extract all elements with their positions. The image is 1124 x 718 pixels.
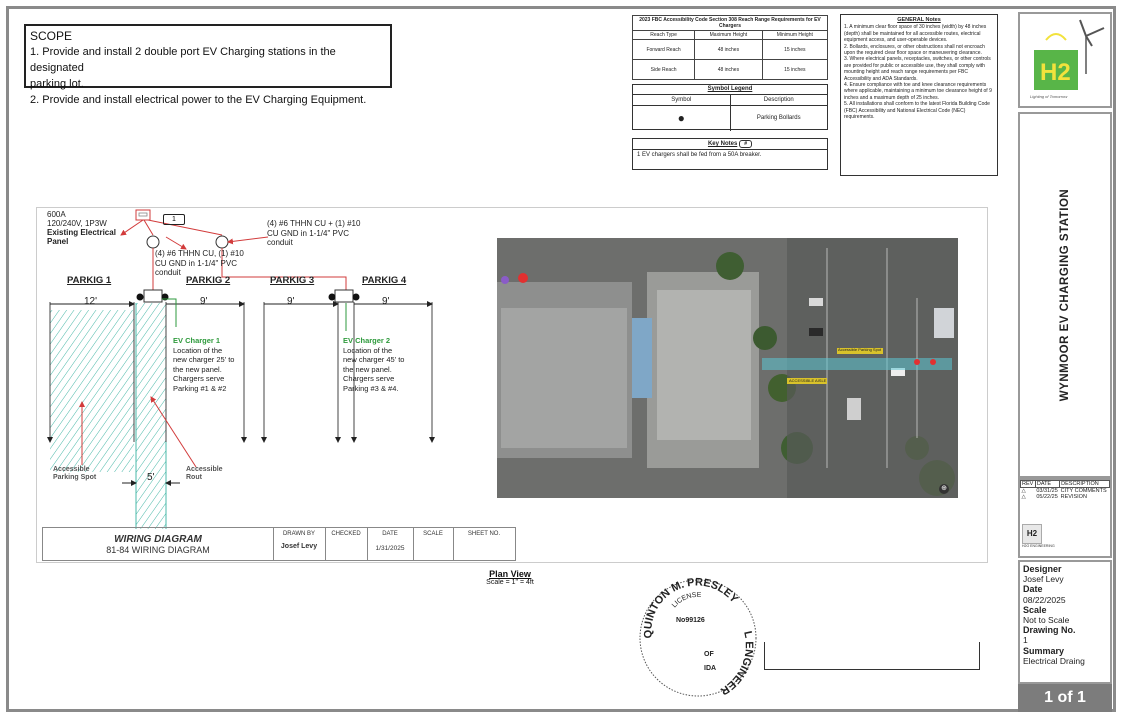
ev1-line-5: Parking #1 & #2 bbox=[173, 383, 227, 393]
reach-table-caption: 2023 FBC Accessibility Code Section 308 Reach Range Requirements for EV Chargers bbox=[633, 16, 828, 31]
ev2-line-5: Parking #3 & #4. bbox=[343, 383, 399, 393]
wd-scale-label: SCALE bbox=[423, 531, 443, 537]
h2o-logo-icon bbox=[1020, 14, 1110, 106]
conduit-2-line-b: CU GND in 1-1/4" PVC bbox=[267, 228, 349, 238]
symbol-legend bbox=[632, 84, 828, 130]
company-name: H2O ENGINEERING bbox=[1022, 544, 1055, 548]
legend-bollard-description: Parking Bollards bbox=[756, 115, 801, 121]
panel-word: Panel bbox=[47, 237, 69, 246]
ev-charger-2-icon bbox=[335, 290, 353, 302]
junction-box-1-icon bbox=[147, 236, 159, 248]
ev-charger-2-title: EV Charger 2 bbox=[343, 336, 391, 345]
reach-row-2-type: Side Reach bbox=[633, 60, 695, 80]
date-value: 08/22/2025 bbox=[1023, 594, 1066, 605]
wd-date: 1/31/2025 bbox=[375, 545, 405, 552]
seal-of: OF bbox=[704, 651, 714, 658]
reach-header-type: Reach Type bbox=[633, 31, 695, 40]
scale-label: Scale bbox=[1023, 604, 1047, 615]
reach-range-table bbox=[632, 15, 828, 80]
ev1-line-3: the new panel. bbox=[173, 364, 222, 374]
scope-title: SCOPE bbox=[30, 29, 73, 43]
wd-drawn-by-label: DRAWN BY bbox=[282, 531, 316, 537]
plan-view-label bbox=[470, 569, 550, 586]
ev2-line-4: Chargers serve bbox=[343, 374, 395, 383]
map-accessible-spot-label: Accessible Parking Spot bbox=[838, 347, 882, 352]
wd-sheet-label: SHEET NO. bbox=[467, 531, 501, 537]
ev-charger-2-note bbox=[343, 336, 404, 393]
sheet-number: 1 of 1 bbox=[1018, 684, 1112, 712]
project-title: WYNMOOR EV CHARGING STATION bbox=[1059, 188, 1071, 402]
reach-row-1-min: 15 inches bbox=[762, 40, 827, 60]
bollard-4-icon bbox=[353, 294, 360, 301]
seal-name: QUINTON M. PRESLEY bbox=[642, 576, 741, 639]
reach-row-1-type: Forward Reach bbox=[633, 40, 695, 60]
svg-text:QUINTON M. PRESLEY bbox=[642, 576, 740, 638]
drawing-no-value: 1 bbox=[1023, 635, 1028, 646]
rev-header-rev: REV bbox=[1021, 481, 1036, 488]
bollard-1-icon bbox=[137, 294, 144, 301]
parking-2-label: PARKIG 2 bbox=[186, 275, 231, 286]
revision-block bbox=[1018, 478, 1112, 558]
rev-1-icon: △ bbox=[1021, 488, 1026, 494]
reach-header-max: Maximum Height bbox=[695, 31, 763, 40]
wiring-diagram bbox=[36, 207, 496, 529]
rev-header-description: DESCRIPTION bbox=[1060, 481, 1110, 488]
conduit-note-2 bbox=[267, 219, 360, 248]
general-note-1: 1. A minimum clear floor space of 30 inches (width) by 48 inches (depth) shall be maintained for all accessible routes, electrical equipment access, and user-operable devices. bbox=[844, 24, 987, 44]
ev1-line-4: Chargers serve bbox=[173, 374, 225, 383]
designer-value: Josef Levy bbox=[1023, 574, 1064, 585]
wiring-diagram-title-block bbox=[42, 527, 516, 561]
logo-caption: Lighting of Tomorrow bbox=[1030, 94, 1068, 99]
rev-1-desc: CITY COMMENTS bbox=[1060, 488, 1107, 494]
ev1-line-1: Location of the bbox=[173, 345, 223, 355]
panel-voltage: 120/240V, 1P3W bbox=[47, 219, 107, 228]
engineer-seal-stamp bbox=[630, 574, 760, 700]
svg-text:L ENGINEER bbox=[718, 630, 755, 697]
wd-sheet-cell bbox=[453, 528, 515, 560]
wd-subtitle: 81-84 WIRING DIAGRAM bbox=[106, 545, 210, 555]
seal-license: LICENSE bbox=[670, 591, 702, 610]
electrical-panel-icon bbox=[136, 210, 150, 220]
key-notes-title: Key Notes bbox=[707, 141, 738, 147]
summary-label: Summary bbox=[1023, 645, 1065, 656]
parking-4-label: PARKIG 4 bbox=[362, 275, 407, 286]
key-note-badge: # bbox=[739, 140, 752, 148]
conduit-1-line-b: CU GND in 1-1/4" PVC bbox=[155, 258, 237, 268]
aisle-dim: 5' bbox=[147, 472, 155, 483]
panel-existing: Existing Electrical bbox=[47, 228, 116, 237]
svg-text:LICENSE bbox=[671, 592, 702, 609]
panel-rating: 600A bbox=[47, 210, 66, 219]
panel-label bbox=[47, 210, 116, 246]
conduit-2-line-c: conduit bbox=[267, 238, 293, 247]
scope-line-1: 1. Provide and install 2 double port EV Charging stations in the designated bbox=[30, 46, 336, 74]
accessible-spot-line-1: Accessible bbox=[53, 466, 90, 473]
general-notes-title: GENERAL Notes bbox=[897, 17, 941, 23]
plan-view-scale: Scale = 1" = 4ft bbox=[486, 579, 534, 586]
general-note-2: 2. Bollards, enclosures, or other obstructions shall not encroach upon the required clear floor space or maneuvering clearance. bbox=[844, 43, 985, 57]
parking-3-label: PARKIG 3 bbox=[270, 275, 315, 286]
accessible-spot-label bbox=[53, 466, 96, 482]
general-note-5: 5. All installations shall conform to the latest Florida Building Code (FBC) Accessibility and National Electrical Code (NEC) requirements. bbox=[844, 101, 990, 121]
rev-2-icon: △ bbox=[1021, 494, 1026, 500]
company-logo-box bbox=[1018, 12, 1112, 108]
reach-row-1-max: 48 inches bbox=[695, 40, 763, 60]
date-label: Date bbox=[1023, 584, 1043, 595]
symbol-legend-title: Symbol Legend bbox=[633, 85, 827, 95]
conduit-2-line-a: (4) #6 THHN CU + (1) #10 bbox=[267, 219, 361, 228]
bollard-3-icon bbox=[329, 294, 336, 301]
ev2-line-3: the new panel. bbox=[343, 364, 392, 374]
ev1-line-2: new charger 25' to bbox=[173, 355, 235, 364]
wd-checked-label: CHECKED bbox=[331, 531, 361, 537]
scope-line-1b: parking lot. bbox=[30, 78, 84, 90]
reach-row-2-min: 15 inches bbox=[762, 60, 827, 80]
accessible-rout-line-1: Accessible bbox=[186, 466, 223, 473]
drawing-info-block bbox=[1018, 560, 1112, 684]
rev-2-desc: REVISION bbox=[1060, 494, 1087, 500]
accessible-parking-hatch bbox=[50, 310, 134, 472]
accessible-rout-line-2: Rout bbox=[186, 474, 202, 481]
scope-box bbox=[24, 24, 392, 106]
accessible-aisle-hatch bbox=[136, 303, 166, 529]
general-note-3: 3. Where electrical panels, receptacles, switches, or other controls are provided for public or accessible use, they shall comply with mounting height and reach range requirements per FBC Accessibility and ADA Standards. bbox=[844, 56, 991, 82]
dim-parking-1: 12' bbox=[84, 296, 98, 307]
key-notes bbox=[632, 138, 828, 170]
map-accessible-aisle-label: ACCESSIBLE AISLE bbox=[789, 378, 827, 383]
ev2-line-2: new charger 45' to bbox=[343, 355, 405, 364]
general-notes bbox=[840, 14, 998, 176]
junction-box-2-icon bbox=[216, 236, 228, 248]
conduit-1-line-a: (4) #6 THHN CU, (1) #10 bbox=[155, 249, 244, 258]
legend-col-description: Description bbox=[763, 97, 794, 103]
scope-line-2: 2. Provide and install electrical power to the EV Charging Equipment. bbox=[30, 94, 367, 106]
ev-charger-1-title: EV Charger 1 bbox=[173, 336, 221, 345]
bollard-symbol-icon: ● bbox=[633, 106, 731, 131]
seal-engineer: L ENGINEER bbox=[718, 630, 755, 698]
svg-text:H2: H2 bbox=[1040, 59, 1071, 86]
parking-1-label: PARKIG 1 bbox=[67, 275, 112, 286]
reach-row-2-max: 48 inches bbox=[695, 60, 763, 80]
wd-drawn-by-cell bbox=[273, 528, 326, 560]
accessible-rout-label bbox=[186, 466, 223, 482]
wd-title: WIRING DIAGRAM bbox=[114, 534, 202, 545]
rev-2-date: 05/22/25 bbox=[1036, 494, 1058, 500]
designer-label: Designer bbox=[1023, 564, 1062, 574]
aerial-map-image bbox=[497, 238, 958, 498]
ev2-line-1: Location of the bbox=[343, 345, 393, 355]
rev-header-date: DATE bbox=[1035, 481, 1059, 488]
wd-date-label: DATE bbox=[382, 531, 398, 537]
scale-value: Not to Scale bbox=[1023, 615, 1070, 626]
signature-box bbox=[764, 642, 980, 670]
drawing-no-label: Drawing No. bbox=[1023, 625, 1076, 636]
ev-charger-1-icon bbox=[144, 290, 162, 302]
map-target-icon[interactable]: ⊕ bbox=[939, 484, 949, 494]
general-note-4: 4. Ensure compliance with toe and knee clearance requirements where applicable, maintaining a minimum toe clearance height of 9 inches and a maximum depth of 25 inches. bbox=[844, 82, 992, 101]
legend-col-symbol: Symbol bbox=[633, 95, 731, 105]
dim-parking-3: 9' bbox=[287, 296, 295, 307]
project-title-box bbox=[1018, 112, 1112, 478]
conduit-note-1 bbox=[155, 249, 244, 278]
wd-date-cell bbox=[367, 528, 414, 560]
wd-scale-cell bbox=[413, 528, 454, 560]
aerial-site-map[interactable] bbox=[497, 238, 958, 498]
key-note-tag: 1 bbox=[163, 214, 185, 225]
wd-drawn-by: Josef Levy bbox=[280, 543, 318, 550]
rev-1-date: 03/31/25 bbox=[1036, 488, 1058, 494]
key-note-1: 1 EV chargers shall be fed from a 50A breaker. bbox=[637, 152, 762, 158]
dim-parking-2: 9' bbox=[200, 296, 208, 307]
wd-title-cell bbox=[43, 528, 274, 560]
reach-header-min: Minimum Height bbox=[762, 31, 827, 40]
seal-state: IDA bbox=[704, 665, 717, 672]
seal-number: No99126 bbox=[676, 617, 705, 624]
conduit-1-line-c: conduit bbox=[155, 268, 181, 277]
summary-value: Electrical Draing bbox=[1023, 655, 1085, 666]
plan-view-title: Plan View bbox=[489, 569, 531, 579]
company-small-logo-icon: H2 bbox=[1022, 524, 1042, 544]
ev-charger-1-note bbox=[173, 336, 234, 393]
wd-checked-cell bbox=[325, 528, 368, 560]
dim-parking-4: 9' bbox=[382, 296, 390, 307]
accessible-spot-line-2: Parking Spot bbox=[53, 474, 97, 481]
